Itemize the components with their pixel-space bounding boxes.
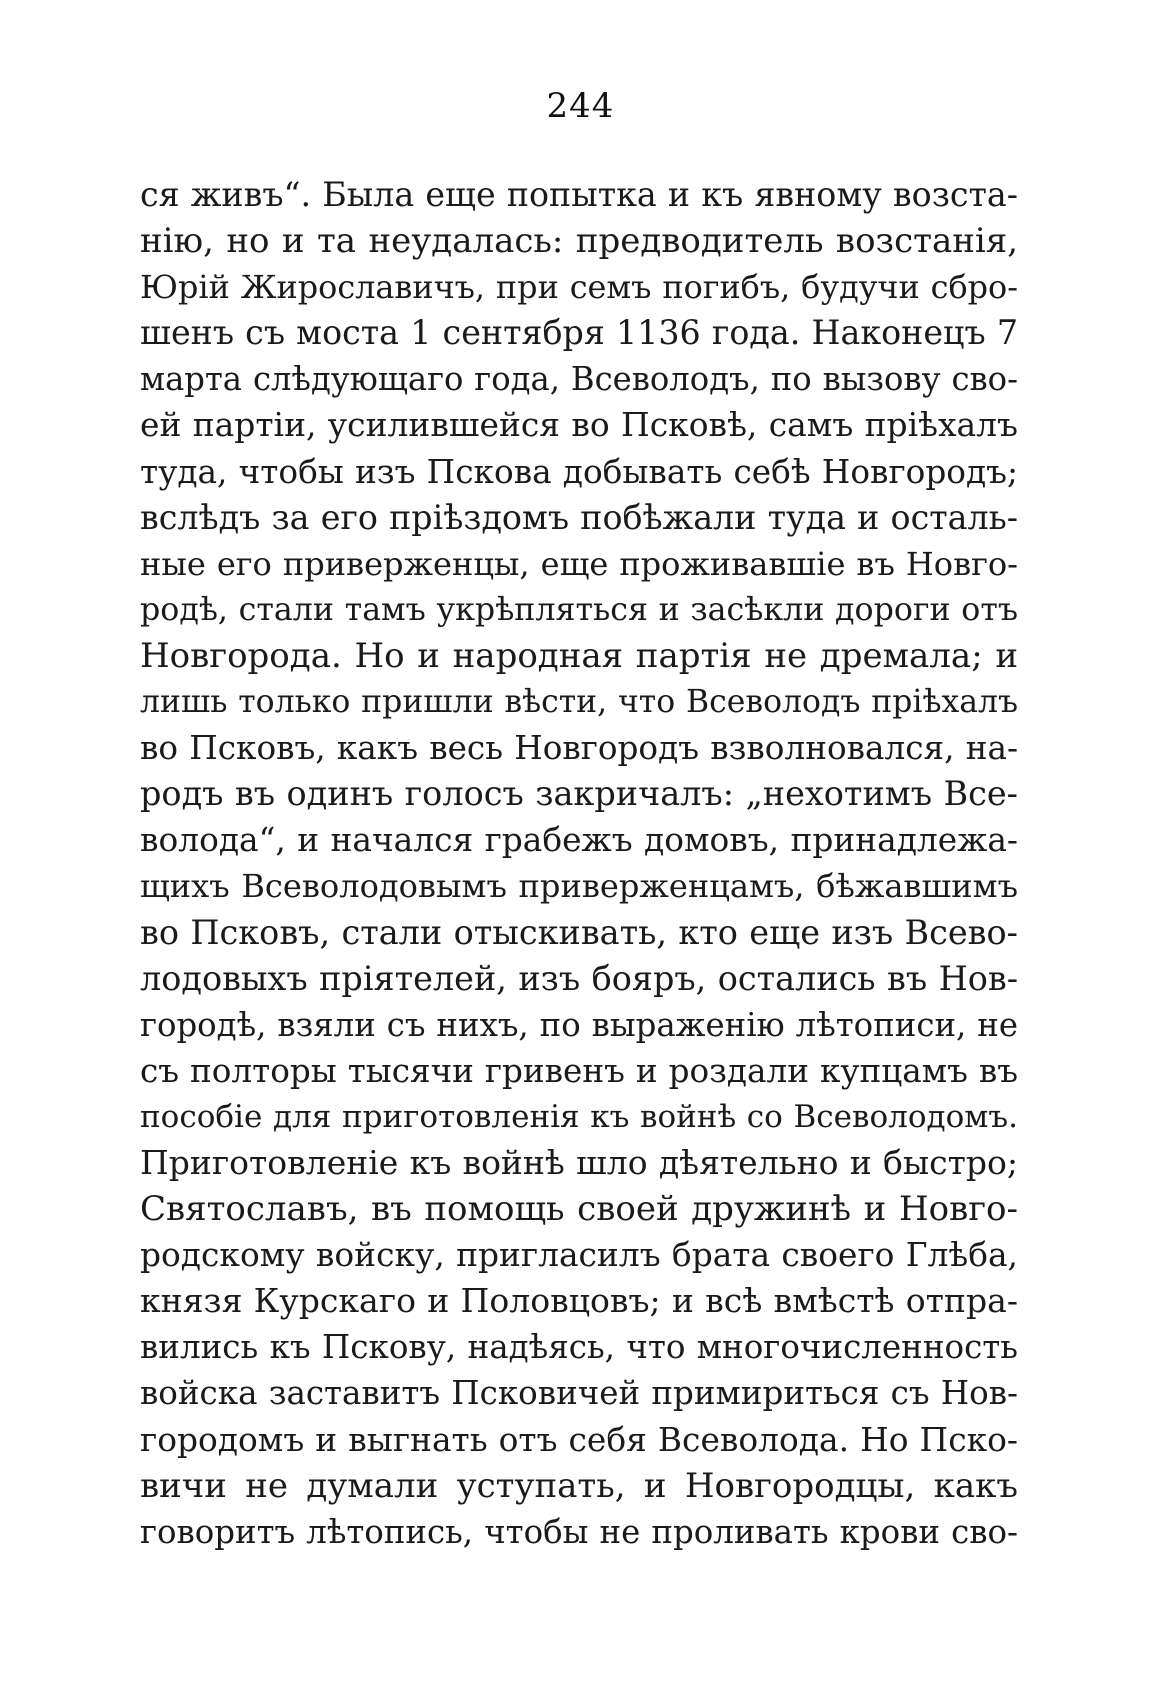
text-line: вслѣдъ за его пріѣздомъ побѣжали туда и осталь-	[140, 497, 1018, 537]
text-line: Приготовленіе къ войнѣ шло дѣятельно и быстро;	[140, 1142, 1018, 1182]
text-line: волода“, и начался грабежъ домовъ, принадлежа-	[140, 821, 1018, 860]
text-line: вичи не думали уступать, и Новгородцы, какъ	[140, 1465, 1018, 1506]
text-line: городѣ, взяли съ нихъ, по выраженію лѣтописи, не	[140, 1005, 1018, 1044]
text-line: вились къ Пскову, надѣясь, что многочисленность	[140, 1328, 1018, 1367]
text-line: туда, чтобы изъ Пскова добывать себѣ Новгородъ;	[140, 452, 1018, 491]
text-line: щихъ Всеволодовымъ приверженцамъ, бѣжавшимъ	[140, 867, 1018, 906]
text-line: ные его приверженцы, еще проживавшіе въ Новго-	[140, 544, 1018, 583]
text-line: войска заставитъ Псковичей примириться съ Нов-	[140, 1374, 1018, 1413]
text-line: родѣ, стали тамъ укрѣпляться и засѣкли дороги отъ	[140, 591, 1018, 628]
page-number: 244	[546, 86, 615, 126]
text-line: городомъ и выгнать отъ себя Всеволода. Но Пско-	[140, 1420, 1018, 1459]
text-line: ся живъ“. Была еще попытка и къ явному возста-	[140, 175, 1018, 214]
body-text	[140, 172, 1018, 1555]
text-line: Новгорода. Но и народная партія не дремала; и	[140, 635, 1018, 676]
text-line: пособіе для приготовленія къ войнѣ со Всеволодомъ.	[140, 1098, 1018, 1135]
text-line: лишь только пришли вѣсти, что Всеволодъ пріѣхалъ	[140, 684, 1018, 721]
text-line: марта слѣдующаго года, Всеволодъ, по вызову сво-	[140, 360, 1018, 399]
text-line: говоритъ лѣтопись, чтобы не проливать крови сво-	[140, 1512, 1018, 1551]
text-line: Святославъ, въ помощь своей дружинѣ и Новго-	[140, 1189, 1018, 1230]
text-line: лодовыхъ пріятелей, изъ бояръ, остались въ Нов-	[140, 958, 1018, 998]
text-line: шенъ съ моста 1 сентября 1136 года. Наконецъ 7	[140, 313, 1018, 353]
text-line: нію, но и та неудалась: предводитель возстанія,	[140, 221, 1018, 262]
text-line: князя Курскаго и Половцовъ; и всѣ вмѣстѣ отпра-	[140, 1281, 1018, 1321]
text-line: ей партіи, усилившейся во Псковѣ, самъ пріѣхалъ	[140, 405, 1018, 445]
text-line: во Псковъ, какъ весь Новгородъ взволновался, на-	[140, 729, 1018, 768]
text-line: Юрій Жирославичъ, при семъ погибъ, будучи сбро-	[140, 268, 1018, 307]
text-line: во Псковъ, стали отыскивать, кто еще изъ Всево-	[140, 912, 1018, 952]
text-line: родъ въ одинъ голосъ закричалъ: „нехотимъ Все-	[140, 774, 1018, 814]
text-line: родскому войску, пригласилъ брата своего Глѣба,	[140, 1236, 1018, 1275]
text-line: съ полторы тысячи гривенъ и роздали купцамъ въ	[140, 1051, 1018, 1090]
